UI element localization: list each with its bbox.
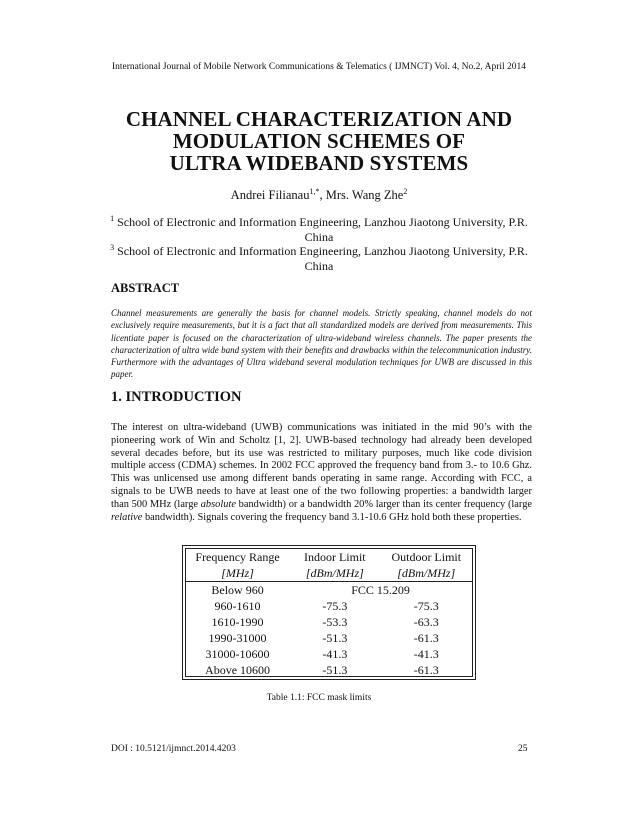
table-cell: -41.3 bbox=[322, 647, 348, 661]
table-cell: -75.3 bbox=[413, 599, 439, 613]
table-cell: 1610-1990 bbox=[211, 615, 264, 629]
table-row bbox=[186, 614, 472, 630]
title-line-1: CHANNEL CHARACTERIZATION AND bbox=[125, 107, 513, 131]
table-cell: 31000-10600 bbox=[205, 647, 270, 661]
table-units-row bbox=[186, 565, 472, 582]
table-row bbox=[186, 646, 472, 662]
table-row bbox=[186, 630, 472, 646]
table-cell: 1990-31000 bbox=[208, 631, 267, 645]
footer-doi: DOI : 10.5121/ijmnct.2014.4203 bbox=[111, 744, 236, 754]
table-header-cell: Indoor Limit bbox=[303, 550, 366, 564]
table-cell: -75.3 bbox=[322, 599, 348, 613]
section-heading: 1. INTRODUCTION bbox=[111, 389, 242, 405]
affiliation-text: School of Electronic and Information Engineering, Lanzhou Jiaotong University, P.R. China bbox=[117, 215, 528, 244]
table-cell: -63.3 bbox=[413, 615, 439, 629]
running-header: International Journal of Mobile Network Communications & Telematics ( IJMNCT) Vol. 4, No.2, April 2014 bbox=[111, 62, 527, 72]
title-line-3: ULTRA WIDEBAND SYSTEMS bbox=[169, 151, 469, 175]
intro-text: The interest on ultra-wideband (UWB) communications was initiated in the mid 90’s with the pioneering work of Win and Scholtz [1, 2]. UWB-based technology had already been developed several decades before, but its use was restricted to military purposes, much like code division multiple access (CDMA) schemes. In 2002 FCC approved the frequency band from 3.- to 10.6 Ghz. This was unlicensed use among different bands operating in same range. According with FCC, a signals to be UWB needs to have at least one of the two following properties: a bandwidth larger than 500 MHz (large bbox=[111, 422, 532, 510]
table-cell: -61.3 bbox=[413, 631, 439, 645]
abstract-text: Channel measurements are generally the basis for channel models. Strictly speaking, channel models do not exclusively require measurements, but it is a fact that all standardized models are derived from measurements. This licentiate paper is focused on the characterization of ultra-wideband wireless channels. The paper presents the characterization of ultra wide band system with their benefits and drawbacks within the telecommunication industry. Furthermore with the advantages of Ultra wideband several modulation techniques for UWB are discussed in this paper. bbox=[111, 308, 532, 380]
table-row bbox=[186, 598, 472, 614]
table-unit-cell: [dBm/MHz] bbox=[289, 565, 380, 582]
author-superscript: 1,* bbox=[309, 187, 320, 196]
author-separator: , bbox=[319, 188, 326, 203]
author-name: Mrs. Wang Zhe bbox=[325, 188, 404, 203]
table-unit-cell: [dBm/MHz] bbox=[381, 565, 472, 582]
intro-text: bandwidth). Signals covering the frequency band 3.1-10.6 GHz hold both these properties. bbox=[142, 511, 522, 523]
intro-text: bandwidth) or a bandwidth 20% larger than its center frequency (large bbox=[235, 498, 533, 510]
table-merged-cell: FCC 15.209 bbox=[351, 583, 410, 597]
author-superscript: 2 bbox=[403, 187, 408, 196]
intro-emphasis: relative bbox=[111, 511, 143, 523]
table-cell: 960-1610 bbox=[214, 599, 261, 613]
affiliation-text: School of Electronic and Information Engineering, Lanzhou Jiaotong University, P.R. China bbox=[117, 244, 528, 273]
affiliation bbox=[100, 241, 538, 273]
table-header-cell: Outdoor Limit bbox=[391, 550, 462, 564]
abstract-heading: ABSTRACT bbox=[111, 281, 180, 295]
affiliation-marker: 3 bbox=[110, 243, 115, 252]
table-caption: Table 1.1: FCC mask limits bbox=[266, 693, 372, 703]
table-inner-border bbox=[185, 548, 473, 677]
table-row bbox=[186, 582, 472, 599]
table-cell: Above 10600 bbox=[205, 663, 271, 677]
intro-paragraph bbox=[111, 422, 532, 524]
affiliation bbox=[100, 212, 538, 244]
table-grid bbox=[186, 549, 472, 678]
author-name: Andrei Filianau bbox=[230, 188, 310, 203]
table-header-row bbox=[186, 549, 472, 565]
title-line-2: MODULATION SCHEMES OF bbox=[172, 129, 466, 153]
table-header-cell: Frequency Range bbox=[195, 550, 280, 564]
page-number: 25 bbox=[518, 744, 528, 754]
table-cell: -53.3 bbox=[322, 615, 348, 629]
intro-emphasis: absolute bbox=[200, 498, 236, 510]
paper-title bbox=[60, 108, 578, 174]
table-row bbox=[186, 662, 472, 678]
table-cell: -51.3 bbox=[322, 631, 348, 645]
table-cell: -51.3 bbox=[322, 663, 348, 677]
table-cell: Below 960 bbox=[211, 583, 264, 597]
author-list bbox=[0, 187, 638, 203]
table-unit-cell: [MHz] bbox=[186, 565, 289, 582]
fcc-mask-table bbox=[182, 545, 476, 680]
table-cell: -41.3 bbox=[413, 647, 439, 661]
table-cell: -61.3 bbox=[413, 663, 439, 677]
affiliation-marker: 1 bbox=[110, 214, 115, 223]
